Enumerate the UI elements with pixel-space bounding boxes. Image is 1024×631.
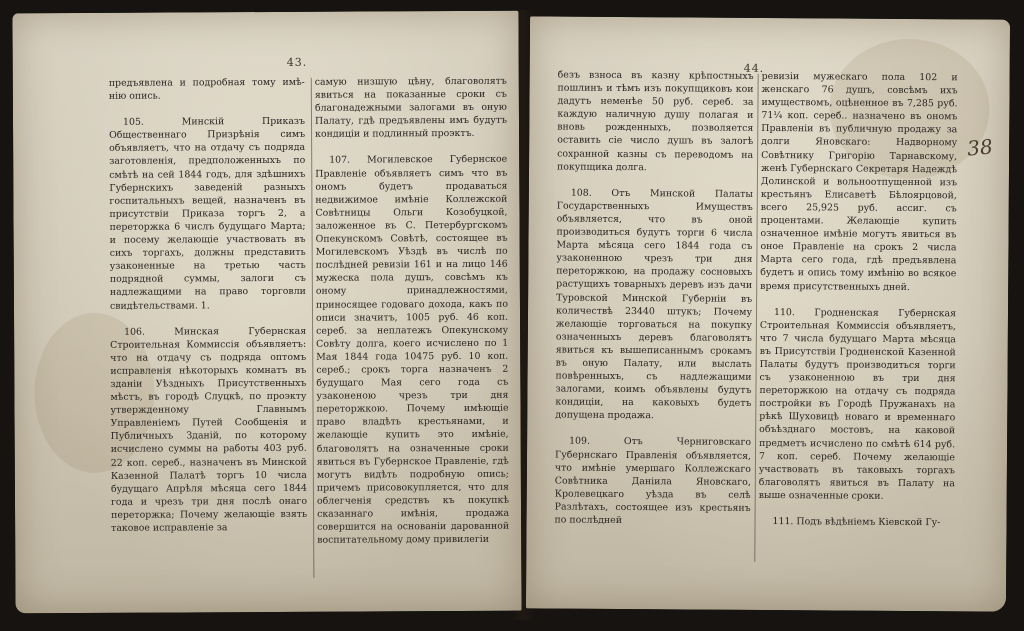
left-page: [12, 11, 521, 614]
right-column-1: [554, 69, 753, 541]
right-column-2: [758, 70, 957, 542]
paragraph-108: 108. Отъ Минской Палаты Государственныхъ Имуществъ объявляется, что въ оной производиться будутъ торги 6 числа Марта мѣсяца сего 1844 года съ узаконенною чрезъ три дня переторжкою, на продажу сосновыхъ растущихъ товарныхъ деревъ изъ дачи Туровской Минской Губерніи въ количествѣ 23440 штукъ; Почему желающіе торговаться на покупку означенныхъ деревъ благоволятъ явиться къ вышеписаннымъ срокамъ въ оную Палату, или выслать повѣренныхъ, съ надлежащими залогами, коимъ объявлены будутъ кондиціи, на каковыхъ будетъ допущена продажа.: [555, 187, 753, 422]
paragraph-107: 107. Могилевское Губернское Правленіе объявляетъ симъ что въ ономъ будетъ продаваться недвижимое имѣніе Коллежской Совѣтницы Ольги Козобуцкой, заложенное въ С. Петербургскомъ Опекунскомъ Совѣтѣ, состоящее въ Могилевскомъ Уѣздѣ въ числѣ по послѣдней ревизіи 161 и на лицо 146 мужеска пола душъ, совсѣмъ къ оному принадлежностями, приносящее годоваго дохода, какъ по описи значитъ, 1005 руб. 46 коп. сереб. за неплатежъ Опекунскому Совѣту долга, коего исчислено по 1 Мая 1844 года 10475 руб. 10 коп. сереб.; срокъ торга назначенъ 2 будущаго Мая сего года съ узаконеною чрезъ три дня переторжкою. Почему имѣющіе право владѣть крестьянами, и желающіе купить это имѣніе, благоволятъ на означенные сроки явиться въ Губернское Правленіе, гдѣ могутъ видѣть подробную опись; причемъ присовокупляется, что для облегченія средствъ къ покупкѣ сказаннаго имѣнія, продажа совершится на основаніи дарованной воспитательному дому привилегіи: [315, 154, 510, 546]
column-divider: [311, 78, 315, 578]
paragraph: ревизіи мужескаго пола 102 и женскаго 76 душъ, совсѣмъ ихъ имуществомъ, оцѣненное въ 7,285 руб. 71¼ коп. сереб.. назначено въ ономъ Правленіи въ публичную продажу за долги Яновскаго: Надворному Совѣтнику Григорію Тарнавскому, женѣ Губернскаго Секретаря Надеждѣ Долинской и вольноотпущенной изъ крестьянъ Елисаветѣ Бѣлоярцовой, всего 25,925 руб. ассиг. съ процентами. Желающіе купить означенное имѣніе могутъ явиться въ оное Правленіе на срокъ 2 числа Марта сего года, гдѣ предъявлена будетъ и опись тому имѣнію во всякое время присутственныхъ дней.: [760, 70, 958, 293]
page-number-right: 44.: [743, 61, 765, 75]
handwritten-margin-note: 38: [966, 134, 994, 161]
paragraph-105: 105. Минскій Приказъ Общественнаго Призрѣнія симъ объявляетъ, что на отдачу съ подряда заготовленія, предположенныхъ по смѣтѣ на сей 1844 годъ, для здѣшнихъ Губернскихъ заведеній разныхъ госпитальныхъ вещей, назначенъ въ присутствіи Приказа торгъ 2, а переторжка 6 числъ будущаго Марта; и посему желающіе участвовать въ сихъ торгахъ, должны представить узаконенные на третью часть подрядной суммы, залоги съ надлежащими на право торговли свидѣтельствами. 1.: [109, 115, 306, 312]
paragraph: самую низшую цѣну, благоволятъ явиться на показанные сроки съ благонадежными залогами въ оную Палату, гдѣ предъявлены имъ будутъ кондиціи и подлинный проэктъ.: [314, 75, 508, 141]
paragraph-110: 110. Гродненская Губернская Строительная Коммиссія объявляетъ, что 7 числа будущаго Марта мѣсяца въ Присутствіи Гродненской Казенной Палаты будутъ производиться торги съ узаконенною въ три дня переторжкою на отдачу съ подряда постройки въ Городѣ Пружанахъ на рѣкѣ Шуховицѣ новаго и временнаго объѣзднаго мостовъ, на каковой предметъ исчислено по смѣтѣ 614 руб. 7 коп. сереб. Почему желающіе участвовать въ таковыхъ торгахъ благоволятъ явиться въ Палату на выше означенные сроки.: [758, 306, 957, 502]
paragraph: предъявлена и подробная тому имѣ-нію опись.: [108, 76, 305, 102]
paragraph: безъ взноса въ казну крѣпостныхъ пошлинъ и тѣмъ изъ покупщиковъ кои дадутъ неменѣе 50 руб. сереб. за каждую наличную душу полагая и вновь рожденныхъ, позволяется оставить сіе число душъ въ залогѣ сохранной казны съ переводомъ на покупщика долга.: [556, 69, 754, 173]
paragraph-106: 106. Минская Губернская Строительная Коммиссія объявляетъ: что на отдачу съ подряда оптомъ исправленія нѣкоторыхъ комнатъ въ зданіи Уѣздныхъ Присутственныхъ мѣстъ, въ городѣ Слуцкѣ, по проэкту утвержденному Главнымъ Управленіемъ Путей Сообщенія и Публичныхъ Зданій, по которому исчислено суммы на работы 403 руб. 22 коп. сереб., назначенъ въ Минской Казенной Палатѣ торгъ 10 числа будущаго Апрѣля мѣсяца сего 1844 года и чрезъ три дня послѣ онаго переторжка; Почему желающіе взять таковое исправленіе за: [110, 325, 308, 534]
page-number-left: 43.: [286, 55, 308, 69]
paragraph-109: 109. Отъ Черниговскаго Губернскаго Правленія объявляется, что имѣніе умершаго Коллежскаго Совѣтника Даніила Яновскаго, Кролевецкаго уѣзда въ селѣ Разлѣтахъ, состоящее изъ крестьянъ по послѣдней: [554, 436, 752, 526]
right-page: [526, 16, 1010, 611]
paragraph-111: 111. Подъ вѣдѣніемъ Кіевской Гу-: [772, 516, 941, 529]
left-column-1: [109, 76, 307, 548]
left-column-2: [315, 75, 510, 560]
